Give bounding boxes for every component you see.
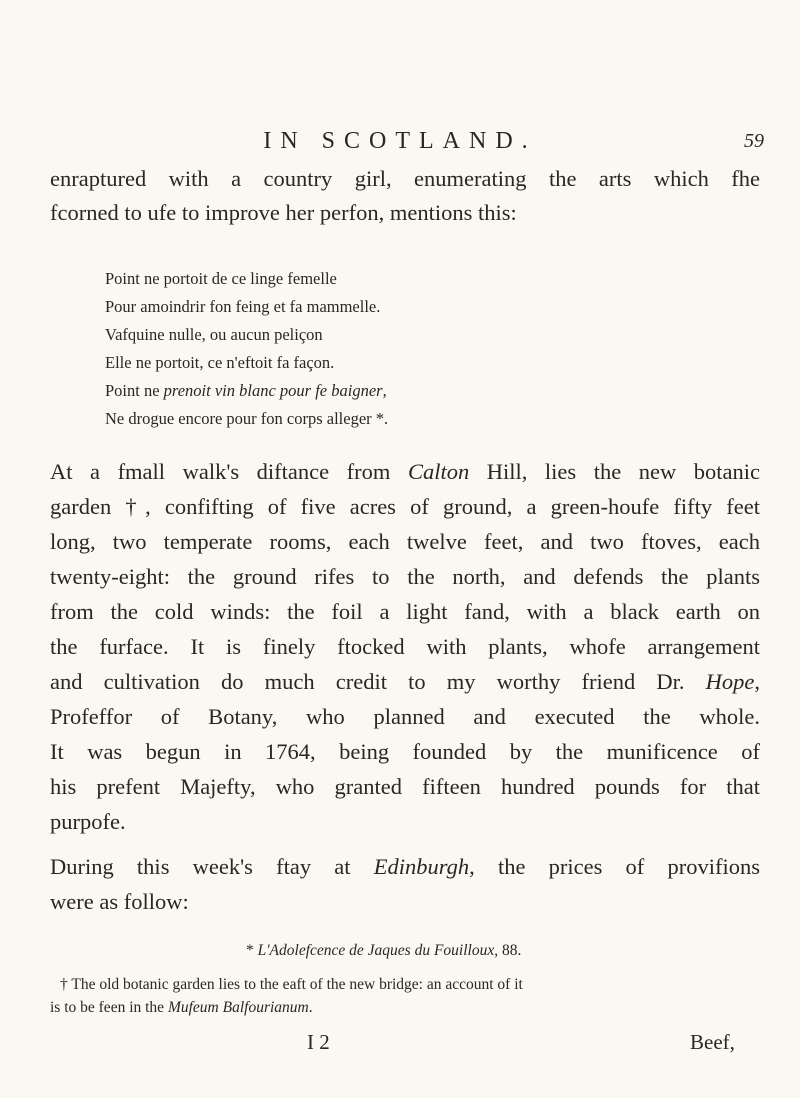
running-header: IN SCOTLAND.	[263, 128, 537, 154]
verse-line: Ne drogue encore pour fon corps alleger *.	[105, 409, 389, 428]
catchword: Beef,	[690, 1030, 735, 1054]
text-line: It was begun in 1764, being founded by the munificence of	[50, 739, 760, 764]
footnote-dagger: † The old botanic garden lies to the eaft of the new bridge: an account of it	[60, 976, 523, 993]
text-line: the furface. It is finely ftocked with plants, whofe arrangement	[50, 634, 760, 659]
footnote-dagger-continued: is to be feen in the Mufeum Balfourianum.	[50, 999, 313, 1016]
text-line: from the cold winds: the foil a light fand, with a black earth on	[50, 599, 760, 624]
text-line: and cultivation do much credit to my worthy friend Dr. Hope,	[50, 669, 760, 694]
signature-mark: I 2	[307, 1030, 330, 1054]
verse-line: Pour amoindrir fon feing et fa mammelle.	[105, 297, 381, 316]
verse-line: Elle ne portoit, ce n'eftoit fa façon.	[105, 353, 335, 372]
text-line: enraptured with a country girl, enumerating the arts which fhe	[50, 166, 760, 191]
verse-line: Vafquine nulle, ou aucun peliçon	[105, 325, 323, 344]
text-line: were as follow:	[50, 889, 189, 914]
text-line: Profeffor of Botany, who planned and executed the whole.	[50, 704, 760, 729]
text-line: twenty-eight: the ground rifes to the north, and defends the plants	[50, 564, 760, 589]
text-line: At a fmall walk's diftance from Calton Hill, lies the new botanic	[50, 459, 760, 484]
verse-line: Point ne portoit de ce linge femelle	[105, 269, 337, 288]
text-line: During this week's ftay at Edinburgh, the prices of provifions	[50, 854, 760, 879]
text-line: his prefent Majefty, who granted fifteen hundred pounds for that	[50, 774, 760, 799]
text-line: purpofe.	[50, 809, 126, 834]
text-line: fcorned to ufe to improve her perfon, mentions this:	[50, 200, 517, 225]
verse-line: Point ne prenoit vin blanc pour fe baigner,	[105, 381, 387, 400]
page-number: 59	[744, 130, 764, 152]
text-line: garden †, confifting of five acres of ground, a green-houfe fifty feet	[50, 494, 760, 519]
footnote-star: * L'Adolefcence de Jaques du Fouilloux, 88.	[246, 942, 522, 959]
text-line: long, two temperate rooms, each twelve feet, and two ftoves, each	[50, 529, 760, 554]
